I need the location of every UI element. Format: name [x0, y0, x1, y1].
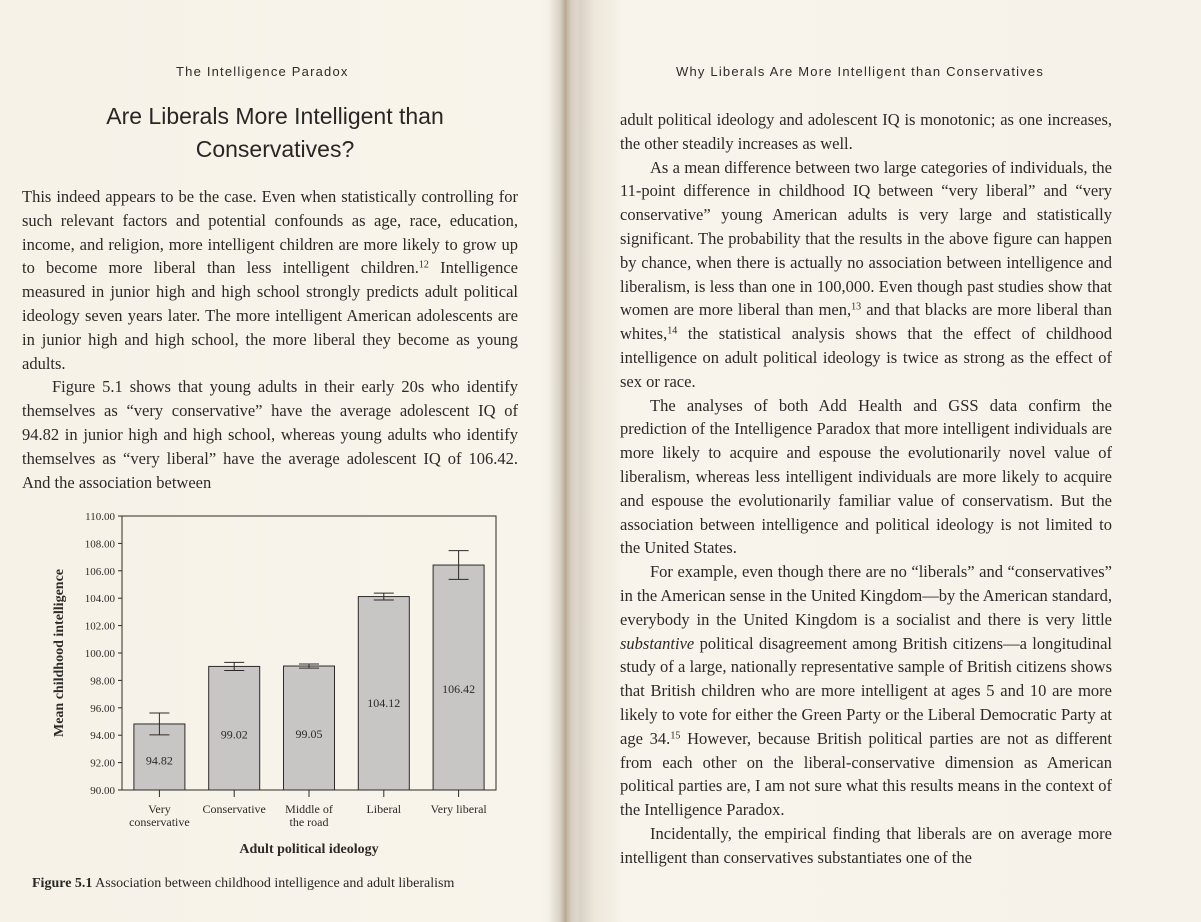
x-axis-label: Adult political ideology	[239, 842, 379, 857]
left-body-text	[22, 185, 518, 494]
left-page	[0, 0, 550, 922]
left-paragraph-1-text-a: This indeed appears to be the case. Even when statistically controlling for such relevant factors and potential confounds as age, race, education, income, and religion, more intelligent children are more likely to grow up to become more liberal than less intelligent children.	[22, 187, 518, 278]
bar-data-label: 104.12	[367, 695, 401, 710]
y-tick-label: 92.00	[90, 757, 115, 770]
right-running-head: Why Liberals Are More Intelligent than Conservatives	[676, 64, 1045, 79]
y-tick-label: 108.00	[84, 538, 115, 551]
x-tick-label: the road	[289, 815, 329, 829]
right-paragraph-4	[620, 560, 1112, 822]
footnote-marker-15: 15	[670, 730, 681, 742]
x-tick-label: Conservative	[202, 802, 266, 816]
right-paragraph-2-text-b: and that blacks are more liberal than whites,	[620, 300, 1112, 344]
right-paragraph-4-text-a: For example, even though there are no “liberals” and “conservatives” in the American sense in the United Kingdom—by the American standard, everybody in the United Kingdom is a socialist and there is very little	[620, 562, 1112, 629]
chart-bar	[433, 565, 484, 790]
y-tick-label: 100.00	[84, 648, 115, 660]
y-tick-label: 110.00	[85, 511, 115, 523]
left-paragraph-1	[22, 185, 518, 375]
left-paragraph-1-text-b: Intelligence measured in junior high and high school strongly predicts adult political ideology seven years later. The more intelligent American adolescents are in junior high and high school, the more liberal they become as young adults.	[22, 258, 518, 373]
section-title	[40, 100, 510, 166]
right-paragraph-2	[620, 156, 1112, 394]
emphasized-word: substantive	[620, 633, 695, 653]
x-tick-label: Liberal	[366, 802, 402, 816]
footnote-marker-13: 13	[851, 301, 862, 313]
x-tick-label: conservative	[129, 815, 190, 829]
right-paragraph-2-text-c: the statistical analysis shows that the effect of childhood intelligence on adult political ideology is twice as strong as the effect of sex or race.	[620, 324, 1112, 391]
y-tick-label: 90.00	[90, 785, 115, 797]
figure-5-1	[41, 512, 511, 857]
left-paragraph-2: Figure 5.1 shows that young adults in their early 20s who identify themselves as “very conservative” have the average adolescent IQ of 94.82 in junior high and high school, whereas young adults who identify themselves as “very liberal” have the average adolescent IQ of 106.42. And the association between	[22, 377, 518, 492]
figure-caption-text: Association between childhood intelligence and adult liberalism	[92, 876, 455, 891]
book-gutter	[548, 0, 578, 922]
bar-data-label: 99.05	[295, 727, 323, 742]
x-tick-label: Middle of	[285, 802, 333, 816]
y-tick-label: 94.00	[90, 730, 115, 743]
bar-chart	[41, 512, 511, 857]
x-tick-label: Very liberal	[430, 802, 487, 816]
y-tick-label: 98.00	[90, 675, 115, 688]
bar-data-label: 106.42	[442, 681, 476, 696]
y-tick-label: 106.00	[84, 565, 115, 578]
left-running-head: The Intelligence Paradox	[176, 64, 349, 79]
chart-bar	[358, 597, 409, 790]
right-paragraph-1: adult political ideology and adolescent IQ is monotonic; as one increases, the other steadily increases as well.	[620, 110, 1112, 153]
x-tick-label: Very	[148, 802, 171, 816]
section-title-line1: Are Liberals More Intelligent than	[106, 103, 444, 129]
y-axis-label: Mean childhood intelligence	[52, 569, 67, 737]
right-paragraph-5: Incidentally, the empirical finding that liberals are on average more intelligent than conservatives substantiates one of the	[620, 823, 1112, 867]
footnote-marker-14: 14	[667, 325, 678, 337]
y-tick-label: 96.00	[90, 702, 115, 715]
y-tick-label: 104.00	[84, 593, 115, 606]
right-body-text	[620, 108, 1112, 870]
figure-caption	[32, 875, 532, 893]
figure-caption-label: Figure 5.1	[32, 876, 93, 891]
right-page	[590, 0, 1201, 922]
bar-data-label: 99.02	[220, 727, 248, 742]
right-paragraph-4-text-c: However, because British political parties are not as different from each other on the liberal-conservative dimension as American political parties are, I am not sure what this results means in the context of the Intelligence Paradox.	[620, 728, 1112, 820]
footnote-marker-12: 12	[418, 259, 429, 271]
y-tick-label: 102.00	[84, 620, 115, 633]
right-paragraph-2-text-a: As a mean difference between two large categories of individuals, the 11-point difference in childhood IQ between “very liberal” and “very conservative” young American adults is very large and statistically significant. The probability that the results in the above figure can happen by chance, when there is actually no association between intelligence and liberalism, is less than one in 100,000. Even though past studies show that women are more liberal than men,	[620, 157, 1112, 320]
section-title-line2: Conservatives?	[195, 136, 355, 162]
bar-data-label: 94.82	[145, 753, 173, 768]
right-paragraph-3: The analyses of both Add Health and GSS data confirm the prediction of the Intelligence Paradox that more intelligent individuals are more likely to acquire and espouse the evolutionarily novel value of liberalism, whereas less intelligent individuals are more likely to acquire and espouse the evolutionarily familiar value of conservatism. But the association between intelligence and political ideology is not limited to the United States.	[620, 395, 1112, 558]
right-paragraph-4-text-b: political disagreement among British citizens—a longitudinal study of a large, nationally representative sample of British citizens shows that British children who are more intelligent at ages 5 and 10 are more likely to vote for either the Green Party or the Liberal Democratic Party at age 34.	[620, 633, 1112, 748]
